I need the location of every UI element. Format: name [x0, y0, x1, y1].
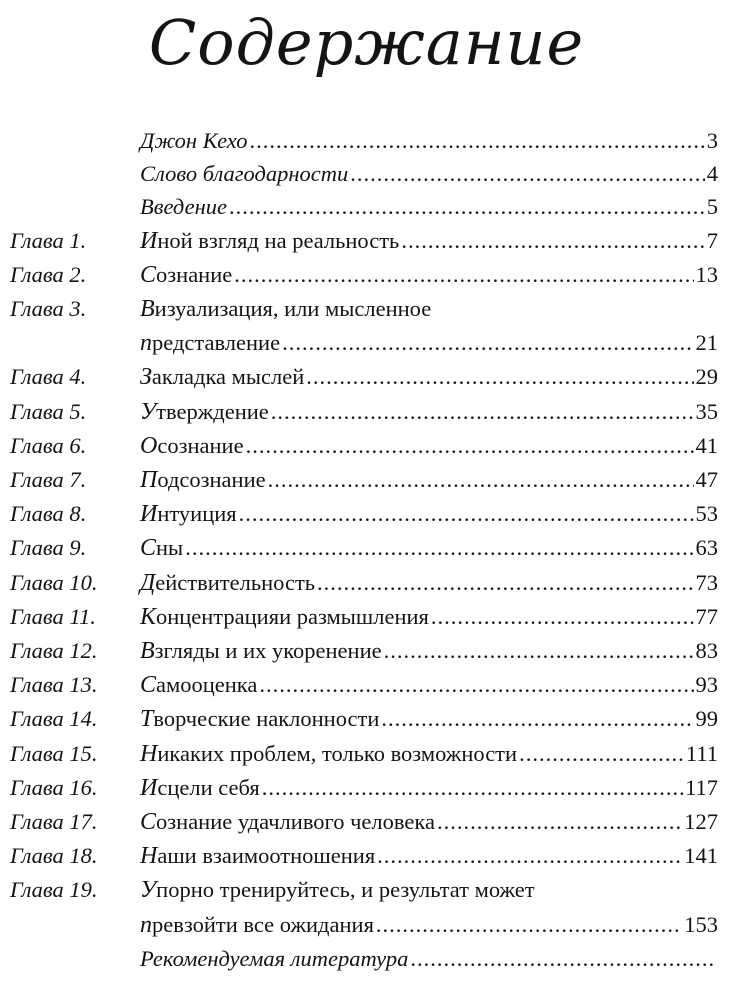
toc-entry-first-line: [0, 292, 733, 326]
toc-entry-title: Утверждение: [140, 398, 269, 425]
toc-entry-title: Упорно тренируйтесь, и результат может: [140, 877, 535, 904]
dot-leader: [317, 566, 693, 599]
chapter-label: Глава 18.: [10, 843, 98, 869]
chapter-label: Глава 7.: [10, 467, 87, 493]
chapter-label: Глава 14.: [10, 706, 98, 732]
chapter-label: Глава 11.: [10, 603, 96, 629]
toc-entry-title: представление: [140, 330, 281, 357]
page-number: 141: [684, 843, 718, 869]
toc-entry-title: Творческие наклонности: [140, 706, 380, 733]
toc-entry-title: Сознание удачливого человека: [140, 809, 435, 836]
page-number: 117: [685, 774, 718, 800]
chapter-label: Глава 13.: [10, 672, 98, 698]
dot-leader: [519, 737, 684, 770]
toc-entry-title: Интуиция: [140, 501, 237, 528]
dot-leader: [431, 600, 694, 633]
page-number: 93: [695, 672, 718, 698]
toc-entry-title: Иной взгляд на реальность: [140, 227, 400, 254]
toc-entry: [0, 839, 733, 873]
toc-entry-title: Слово благодарности: [140, 161, 349, 187]
dot-leader: [350, 157, 704, 190]
toc-entry: [0, 908, 733, 942]
toc-entry: [0, 224, 733, 258]
toc-entry: [0, 360, 733, 394]
dot-leader: [376, 908, 682, 941]
toc-entry: [0, 702, 733, 736]
dot-leader: [262, 771, 683, 804]
page-number: 99: [695, 706, 718, 732]
toc-entry: [0, 395, 733, 429]
chapter-label: Глава 15.: [10, 740, 98, 766]
page-number: 41: [695, 432, 718, 458]
chapter-label: Глава 10.: [10, 569, 98, 595]
chapter-label: Глава 4.: [10, 364, 87, 390]
page-number: 127: [684, 809, 718, 835]
page-number: 3: [706, 128, 718, 153]
toc-entry-title: Подсознание: [140, 467, 266, 494]
chapter-label: Глава 12.: [10, 638, 98, 664]
toc-entry-title: Самооценка: [140, 672, 258, 699]
toc-entry: [0, 771, 733, 805]
toc-entry: [0, 942, 733, 975]
page-number: 5: [706, 194, 718, 220]
chapter-label: Глава 19.: [10, 877, 98, 903]
dot-leader: [381, 702, 693, 735]
toc-entry-title: Закладка мыслей: [140, 364, 305, 391]
page-number: 83: [695, 638, 718, 664]
page-number: 111: [685, 740, 718, 766]
toc-entry: [0, 497, 733, 531]
toc-entry: [0, 634, 733, 668]
dot-leader: [306, 360, 693, 393]
toc-entry-title: Исцели себя: [140, 774, 260, 801]
chapter-label: Глава 2.: [10, 261, 87, 287]
page-number: 7: [706, 227, 718, 253]
toc-entry: [0, 668, 733, 702]
toc-entry-title: Наши взаимоотношения: [140, 843, 376, 870]
dot-leader: [437, 805, 682, 838]
dot-leader: [239, 497, 694, 530]
toc-entry-title: Визуализация, или мысленное: [140, 296, 432, 323]
toc-entry-title: превзойти все ожидания: [140, 911, 374, 938]
chapter-label: Глава 5.: [10, 398, 87, 424]
toc-entry-title: Джон Кехо: [140, 128, 248, 153]
page-number: 153: [684, 911, 718, 937]
page-number: 73: [695, 569, 718, 595]
page-number: 35: [695, 398, 718, 424]
page-number: 77: [695, 603, 718, 629]
toc-entry-title: Сны: [140, 535, 184, 562]
toc-entry: [0, 737, 733, 771]
page-number: 29: [695, 364, 718, 390]
toc-entry: [0, 463, 733, 497]
dot-leader: [268, 463, 694, 496]
page-number: 63: [695, 535, 718, 561]
toc-entry-title: Действительность: [140, 569, 316, 596]
toc-entry: [0, 258, 733, 292]
toc-entry-first-line: [0, 873, 733, 907]
toc-entry: [0, 600, 733, 634]
toc-entry-title: Взгляды и их укоренение: [140, 638, 382, 665]
toc-entry-title: Введение: [140, 194, 227, 220]
dot-leader: [271, 395, 694, 428]
page-number: 47: [695, 467, 718, 493]
chapter-label: Глава 3.: [10, 296, 87, 322]
page-number: 53: [695, 501, 718, 527]
dot-leader: [410, 942, 716, 975]
chapter-label: Глава 9.: [10, 535, 87, 561]
dot-leader: [384, 634, 694, 667]
toc-entry: [0, 157, 733, 190]
toc-entry-title: Сознание: [140, 261, 233, 288]
dot-leader: [401, 224, 704, 257]
dot-leader: [234, 258, 693, 291]
toc-entry: [0, 429, 733, 463]
dot-leader: [229, 190, 705, 223]
toc-entry: [0, 190, 733, 223]
toc-entry: [0, 566, 733, 600]
page-title: Содержание: [148, 6, 585, 79]
dot-leader: [249, 124, 704, 157]
dot-leader: [246, 429, 694, 462]
toc-entry: [0, 805, 733, 839]
table-of-contents: [0, 124, 733, 975]
toc-entry-title: Концентрацияи размышления: [140, 603, 429, 630]
page-number: 13: [695, 261, 718, 287]
dot-leader: [377, 839, 682, 872]
toc-entry: [0, 326, 733, 360]
page-number: 21: [695, 330, 718, 356]
dot-leader: [282, 326, 693, 359]
toc-entry-title: Осознание: [140, 432, 244, 459]
page-number: 4: [706, 161, 718, 187]
chapter-label: Глава 16.: [10, 774, 98, 800]
chapter-label: Глава 17.: [10, 809, 98, 835]
toc-entry-title: Никаких проблем, только возможности: [140, 740, 518, 767]
chapter-label: Глава 8.: [10, 501, 87, 527]
chapter-label: Глава 6.: [10, 432, 87, 458]
toc-entry: [0, 124, 733, 157]
dot-leader: [185, 531, 693, 564]
toc-entry: [0, 531, 733, 565]
chapter-label: Глава 1.: [10, 227, 87, 253]
dot-leader: [259, 668, 693, 701]
toc-entry-title: Рекомендуемая литература: [140, 945, 409, 971]
